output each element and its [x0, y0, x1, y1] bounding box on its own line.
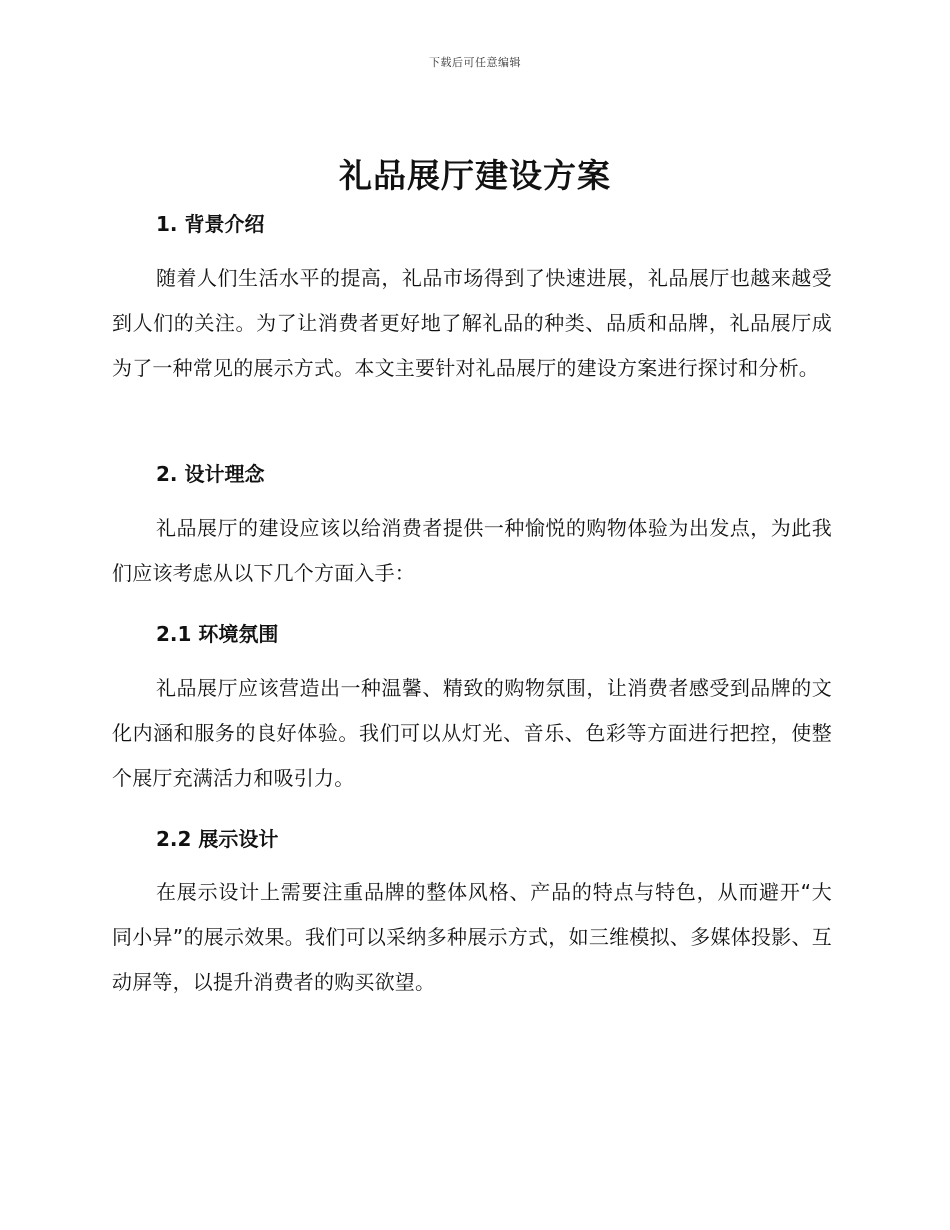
section-heading-display-design: 2.2 展示设计	[156, 827, 279, 851]
document-title: 礼品展厅建设方案	[339, 156, 611, 195]
section-body-background: 随着人们生活水平的提高，礼品市场得到了快速进展，礼品展厅也越来越受到人们的关注。为了让消费者更好地了解礼品的种类、品质和品牌，礼品展厅成为了一种常见的展示方式。本文主要针对礼品展厅的建设方案进行探讨和分析。	[112, 266, 832, 380]
section-heading-background: 1. 背景介绍	[156, 212, 265, 236]
section-body-design-concept: 礼品展厅的建设应该以给消费者提供一种愉悦的购物体验为出发点，为此我们应该考虑从以下几个方面入手：	[112, 516, 832, 585]
section-body-display-design: 在展示设计上需要注重品牌的整体风格、产品的特点与特色，从而避开“大同小异”的展示效果。我们可以采纳多种展示方式，如三维模拟、多媒体投影、互动屏等，以提升消费者的购买欲望。	[112, 880, 832, 994]
section-body-environment: 礼品展厅应该营造出一种温馨、精致的购物氛围，让消费者感受到品牌的文化内涵和服务的良好体验。我们可以从灯光、音乐、色彩等方面进行把控，使整个展厅充满活力和吸引力。	[112, 676, 832, 790]
section-heading-environment: 2.1 环境氛围	[156, 622, 279, 646]
section-heading-design-concept: 2. 设计理念	[156, 462, 265, 486]
header-note: 下载后可任意编辑	[429, 56, 521, 69]
